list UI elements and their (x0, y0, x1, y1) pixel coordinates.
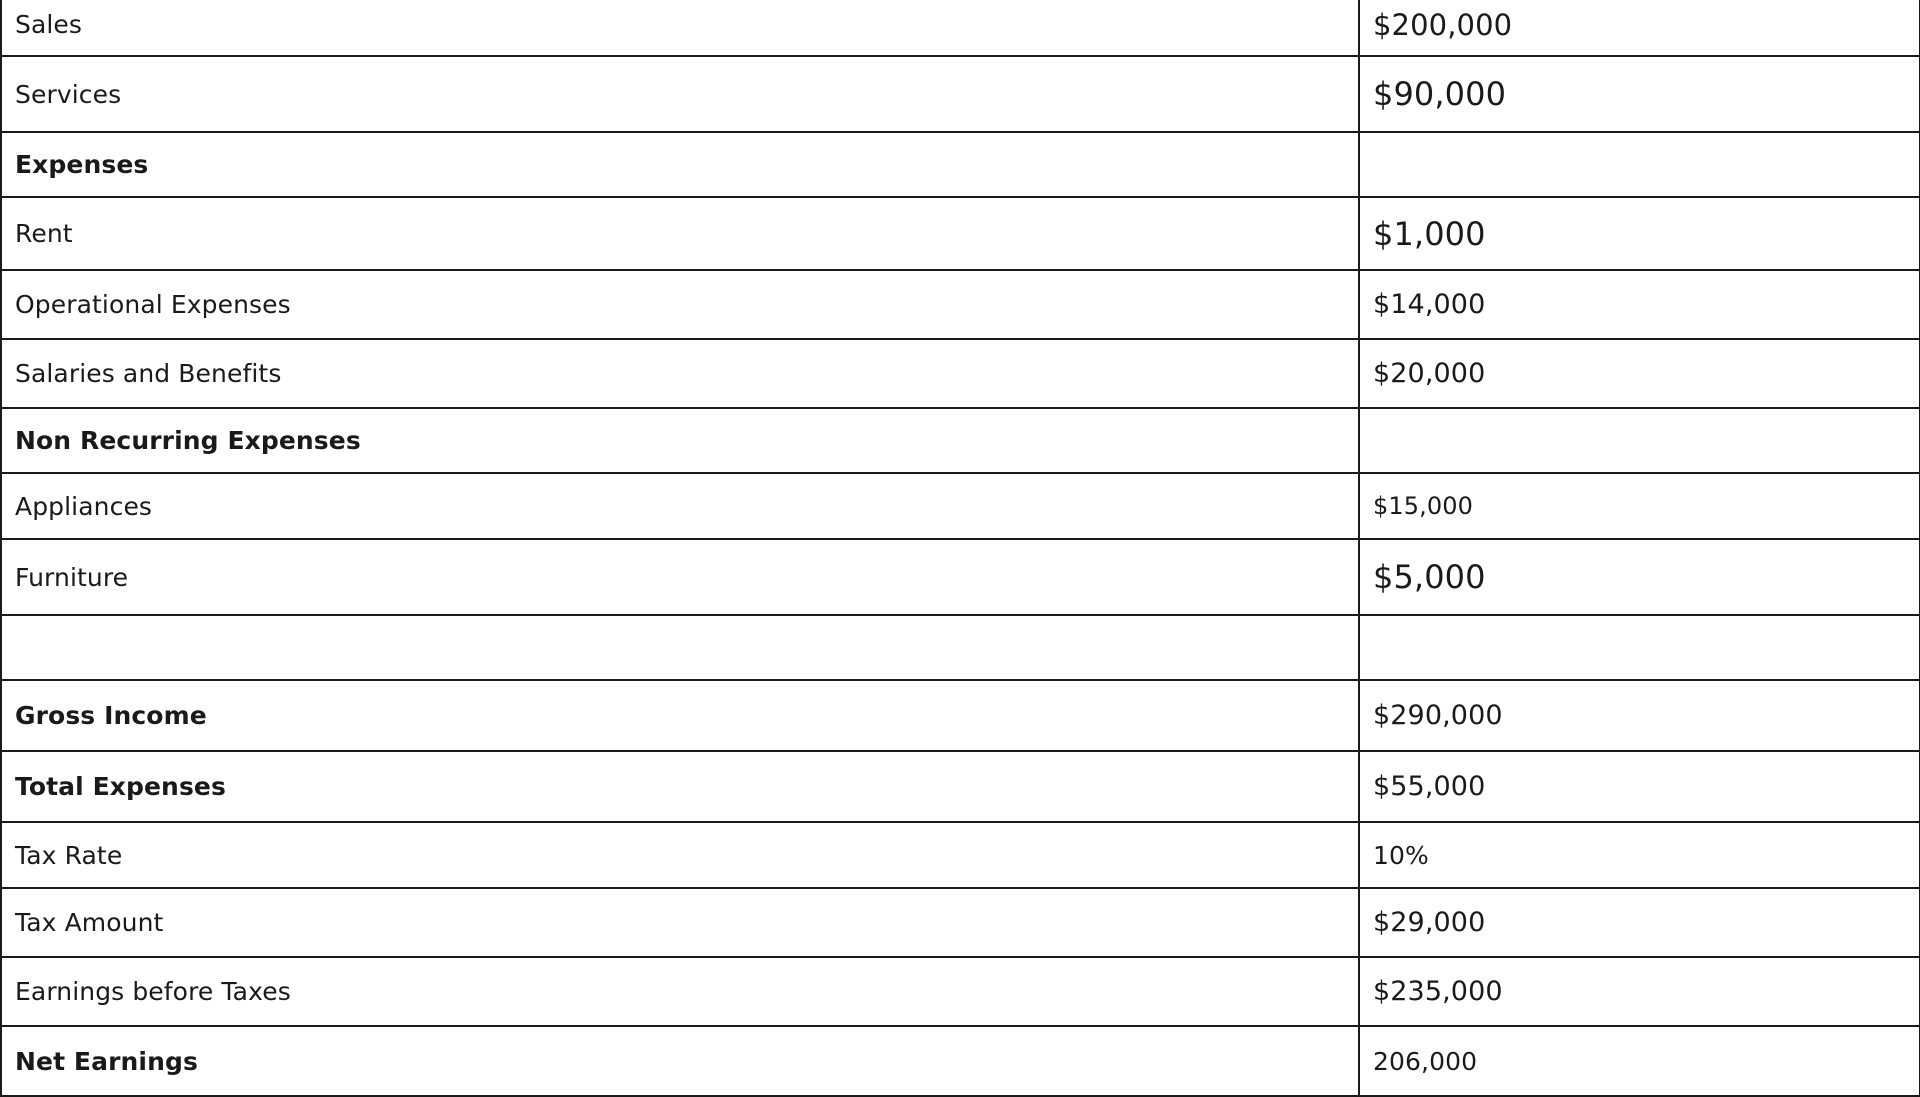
row-value: $20,000 (1359, 339, 1920, 408)
row-label: Operational Expenses (1, 270, 1359, 339)
table-row-sales (1, 0, 1920, 56)
table-row-rent (1, 197, 1920, 270)
row-value: $55,000 (1359, 751, 1920, 822)
table-row-services (1, 56, 1920, 132)
row-value: $290,000 (1359, 680, 1920, 751)
row-label: Services (1, 56, 1359, 132)
row-label (1, 615, 1359, 680)
row-label: Tax Amount (1, 888, 1359, 957)
row-value: $90,000 (1359, 56, 1920, 132)
section-heading: Non Recurring Expenses (1, 408, 1359, 473)
row-value (1359, 132, 1920, 197)
row-value (1359, 408, 1920, 473)
row-label: Appliances (1, 473, 1359, 539)
table-row-salaries (1, 339, 1920, 408)
row-value: 206,000 (1359, 1026, 1920, 1096)
table-row-non-recurring-header (1, 408, 1920, 473)
row-label: Furniture (1, 539, 1359, 615)
row-label: Tax Rate (1, 822, 1359, 888)
table-row-expenses-header (1, 132, 1920, 197)
table-row-tax-rate (1, 822, 1920, 888)
row-value: $29,000 (1359, 888, 1920, 957)
table-row-net-earnings (1, 1026, 1920, 1096)
row-label: Total Expenses (1, 751, 1359, 822)
row-value: $1,000 (1359, 197, 1920, 270)
row-value: 10% (1359, 822, 1920, 888)
table-row-operational-expenses (1, 270, 1920, 339)
section-heading: Expenses (1, 132, 1359, 197)
row-label: Gross Income (1, 680, 1359, 751)
row-value: $14,000 (1359, 270, 1920, 339)
table-row-furniture (1, 539, 1920, 615)
row-value (1359, 615, 1920, 680)
row-value: $200,000 (1359, 0, 1920, 56)
row-label: Rent (1, 197, 1359, 270)
table-row-blank (1, 615, 1920, 680)
table-row-tax-amount (1, 888, 1920, 957)
table-row-earnings-before-taxes (1, 957, 1920, 1026)
row-label: Net Earnings (1, 1026, 1359, 1096)
row-label: Salaries and Benefits (1, 339, 1359, 408)
row-label: Earnings before Taxes (1, 957, 1359, 1026)
row-value: $15,000 (1359, 473, 1920, 539)
table-row-appliances (1, 473, 1920, 539)
row-value: $235,000 (1359, 957, 1920, 1026)
table-row-total-expenses (1, 751, 1920, 822)
table-row-gross-income (1, 680, 1920, 751)
row-value: $5,000 (1359, 539, 1920, 615)
row-label: Sales (1, 0, 1359, 56)
